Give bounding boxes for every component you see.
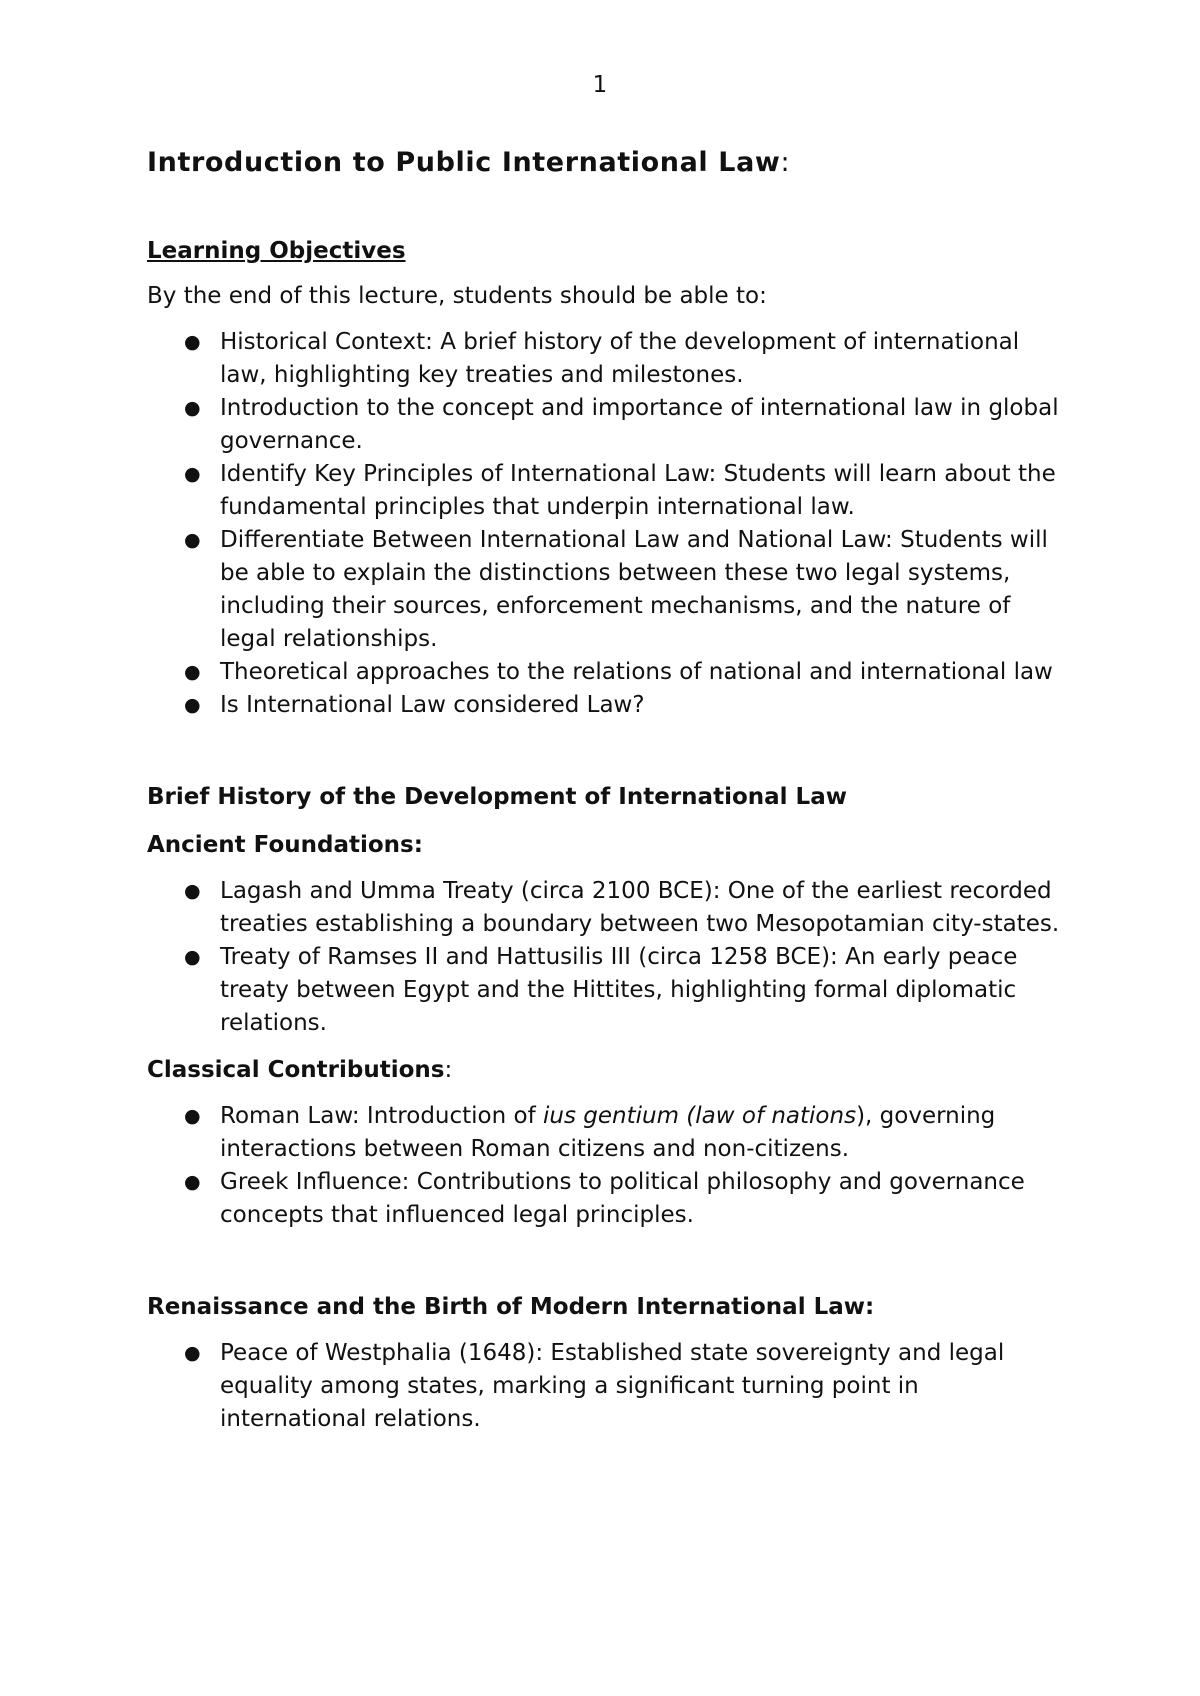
- bullet-icon: ●: [184, 694, 201, 716]
- list-item-text: Historical Context: A brief history of the development of international law, highlighting key treaties and milestones.: [220, 329, 1020, 388]
- classical-contributions-list: [147, 1100, 1067, 1232]
- list-item-text: Greek Influence: Contributions to political philosophy and governance concepts that influenced legal principles.: [220, 1169, 1025, 1228]
- list-item: [147, 1337, 1067, 1436]
- list-item-text: Differentiate Between International Law and National Law: Students will be able to explain the distinctions between these two legal systems, including their sources, enforcement mechanisms, and the nature of legal relationships.: [220, 527, 1048, 652]
- bullet-icon: ●: [184, 1171, 201, 1193]
- learning-objectives-heading: Learning Objectives: [147, 238, 406, 264]
- list-item-text: Theoretical approaches to the relations of national and international law: [220, 659, 1053, 685]
- document-title-colon: :: [780, 147, 791, 178]
- bullet-icon: ●: [184, 1342, 201, 1364]
- ancient-foundations-list: [147, 875, 1067, 1040]
- list-item-text: Identify Key Principles of International Law: Students will learn about the fundamental principles that underpin international law.: [220, 461, 1056, 520]
- list-item-text: Is International Law considered Law?: [220, 692, 645, 718]
- roman-law-prefix: Roman Law: Introduction of: [220, 1103, 543, 1129]
- roman-law-suffix: ), governing interactions between Roman citizens and non-citizens.: [220, 1103, 996, 1162]
- list-item-text: Introduction to the concept and importance of international law in global governance.: [220, 395, 1059, 454]
- list-item-text: Treaty of Ramses II and Hattusilis III (circa 1258 BCE): An early peace treaty between Egypt and the Hittites, highlighting formal diplomatic relations.: [220, 944, 1018, 1036]
- bullet-icon: ●: [184, 331, 201, 353]
- bullet-icon: ●: [184, 880, 201, 902]
- page-number: 1: [592, 72, 608, 98]
- document-title-text: Introduction to Public International Law: [147, 147, 781, 178]
- bullet-icon: ●: [184, 661, 201, 683]
- list-item: [147, 875, 1067, 941]
- list-item: [147, 392, 1067, 458]
- list-item: [147, 524, 1067, 656]
- classical-contributions-heading: [147, 1055, 1067, 1085]
- classical-contributions-heading-colon: :: [444, 1057, 453, 1083]
- list-item: [147, 689, 1067, 722]
- ancient-foundations-heading: Ancient Foundations:: [147, 832, 423, 858]
- document-body: [147, 146, 1067, 1436]
- classical-contributions-heading-text: Classical Contributions: [147, 1057, 445, 1083]
- list-item: [147, 656, 1067, 689]
- list-item: [147, 1166, 1067, 1232]
- bullet-icon: ●: [184, 1105, 201, 1127]
- learning-objectives-list: [147, 326, 1067, 722]
- list-item: [147, 1100, 1067, 1166]
- learning-objectives-intro: By the end of this lecture, students should be able to:: [147, 283, 767, 309]
- bullet-icon: ●: [184, 463, 201, 485]
- bullet-icon: ●: [184, 397, 201, 419]
- renaissance-list: [147, 1337, 1067, 1436]
- list-item-text: Lagash and Umma Treaty (circa 2100 BCE): One of the earliest recorded treaties establishing a boundary between two Mesopotamian city-states.: [220, 878, 1060, 937]
- history-heading: Brief History of the Development of International Law: [147, 784, 847, 810]
- document-title: [147, 146, 1067, 180]
- list-item: [147, 326, 1067, 392]
- renaissance-heading: Renaissance and the Birth of Modern International Law:: [147, 1294, 875, 1320]
- list-item: [147, 941, 1067, 1040]
- roman-law-italic: ius gentium (law of nations: [543, 1103, 857, 1129]
- list-item: [147, 458, 1067, 524]
- bullet-icon: ●: [184, 529, 201, 551]
- list-item-text: Peace of Westphalia (1648): Established state sovereignty and legal equality among states, marking a significant turning point in international relations.: [220, 1340, 1005, 1432]
- bullet-icon: ●: [184, 946, 201, 968]
